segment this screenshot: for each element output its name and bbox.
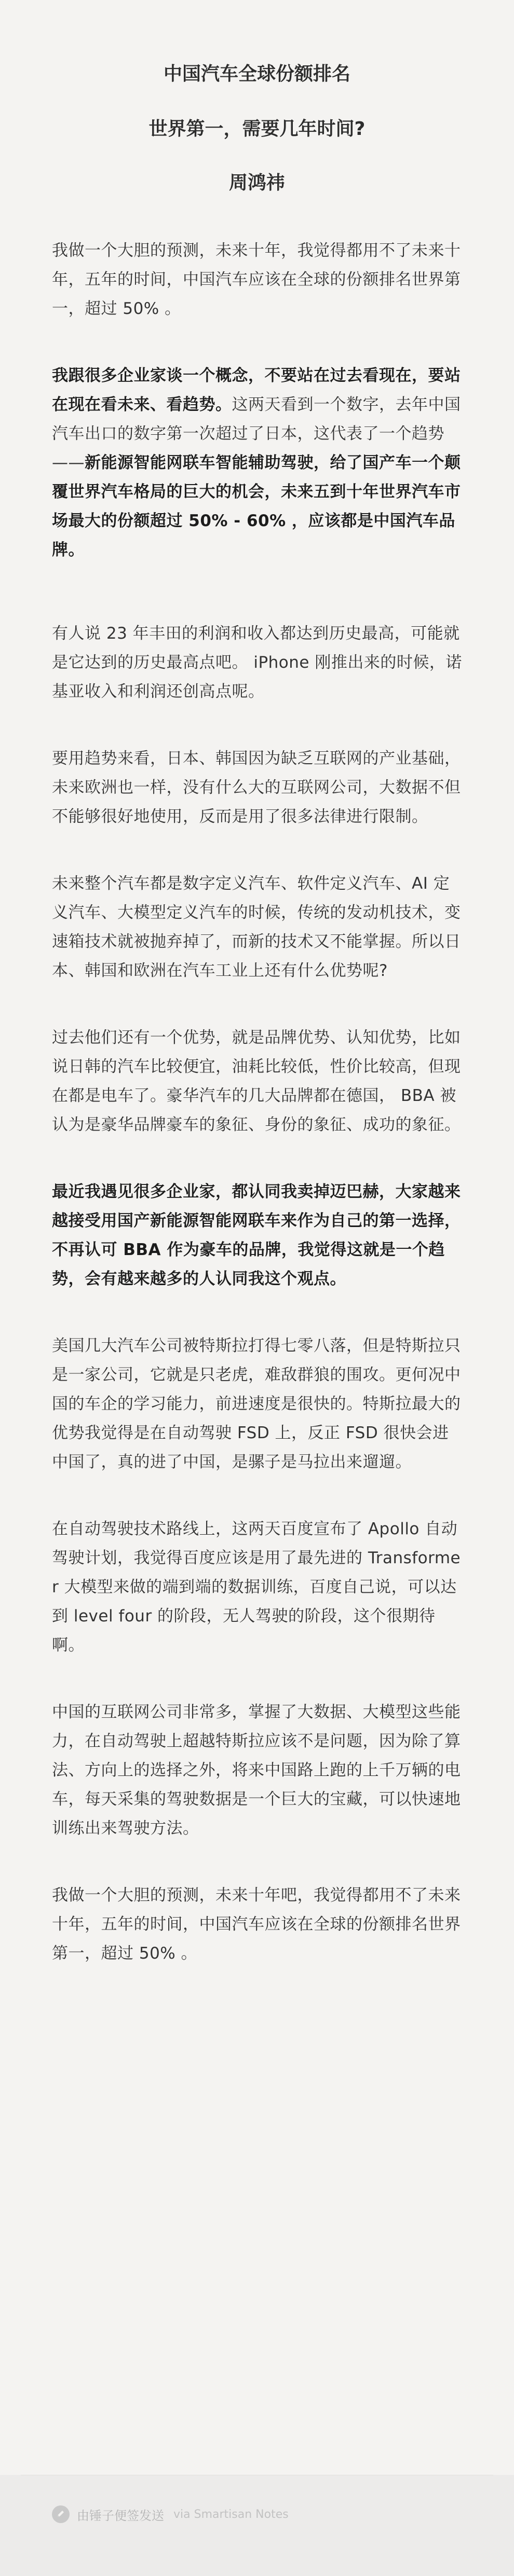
paragraph-text-bold: 最近我遇见很多企业家，都认同我卖掉迈巴赫，大家越来越接受用国产新能源智能网联车来作为自己的第一选择，不再认可 BBA 作为豪车的品牌，我觉得这就是一个趋势，会有越来越多的人认同我这个观点。 <box>52 1182 461 1288</box>
paragraph-text: 在自动驾驶技术路线上，这两天百度宣布了 Apollo 自动驾驶计划，我觉得百度应该是用了最先进的 Transformer 大模型来做的端到端的数据训练，百度自己说，可以达到 level four 的阶段，无人驾驶的阶段，这个很期待啊。 <box>52 1520 461 1655</box>
paragraph <box>52 869 462 985</box>
sent-by-subtext: via Smartisan Notes <box>173 2508 289 2521</box>
page-title: 中国汽车全球份额排名 <box>163 63 350 85</box>
pen-icon-glyph <box>56 2509 66 2519</box>
paragraph-text: 这两天看到一个数字，去年中国汽车出口的数字第一次超过了日本，这代表了一个趋势—— <box>52 395 461 472</box>
paragraph-text-bold: 我跟很多企业家谈一个概念，不要站在过去看现在，要站在现在看未来、看趋势。 <box>52 366 461 414</box>
sent-by-text: 由锤子便签发送 <box>77 2508 164 2523</box>
paragraph-text: 中国的互联网公司非常多，掌握了大数据、大模型这些能力，在自动驾驶上超越特斯拉应该不是问题，因为除了算法、方向上的选择之外，将来中国路上跑的上千万辆的电车，每天采集的驾驶数据是一个巨大的宝藏，可以快速地训练出来驾驶方法。 <box>52 1703 461 1838</box>
pen-icon <box>52 2505 70 2523</box>
paragraph <box>52 1698 462 1843</box>
paragraph <box>52 1881 462 1968</box>
paragraph-text: 我做一个大胆的预测，未来十年吧，我觉得都用不了未来十年，五年的时间，中国汽车应该在全球的份额排名世界第一，超过 50% 。 <box>52 1886 461 1963</box>
paragraph <box>52 236 462 323</box>
author-name: 周鸿祎 <box>228 172 285 194</box>
paragraph <box>52 744 462 831</box>
page-subtitle: 世界第一，需要几年时间? <box>148 118 366 140</box>
footer <box>0 2475 514 2576</box>
paragraph-text: 要用趋势来看，日本、韩国因为缺乏互联网的产业基础，未来欧洲也一样，没有什么大的互联网公司，大数据不但不能够很好地使用，反而是用了很多法律进行限制。 <box>52 749 461 826</box>
paragraph-text: 过去他们还有一个优势，就是品牌优势、认知优势，比如说日韩的汽车比较便宜，油耗比较低，性价比较高，但现在都是电车了。豪华汽车的几大品牌都在德国， BBA 被认为是豪华品牌豪车的象征、身份的象征、成功的象征。 <box>52 1028 461 1134</box>
paragraph <box>52 1514 462 1660</box>
article-body <box>52 236 462 1968</box>
sent-via-line <box>52 2504 289 2525</box>
paragraph-text: 美国几大汽车公司被特斯拉打得七零八落，但是特斯拉只是一家公司，它就是只老虎，难敌群狼的围攻。更何况中国的车企的学习能力，前进速度是很快的。特斯拉最大的优势我觉得是在自动驾驶 FSD 上，反正 FSD 很快会进中国了，真的进了中国，是骡子是马拉出来遛遛。 <box>52 1337 461 1471</box>
paragraph-text: 我做一个大胆的预测，未来十年，我觉得都用不了未来十年，五年的时间，中国汽车应该在全球的份额排名世界第一，超过 50% 。 <box>52 241 461 318</box>
paragraph <box>52 1023 462 1139</box>
paragraph <box>52 619 462 706</box>
paragraph-text-bold: 新能源智能网联车智能辅助驾驶，给了国产车一个颠覆世界汽车格局的巨大的机会，未来五到十年世界汽车市场最大的份额超过 50% - 60% ，应该都是中国汽车品牌。 <box>52 453 461 559</box>
paragraph-text: 有人说 23 年丰田的利润和收入都达到历史最高，可能就是它达到的历史最高点吧。 iPhone 刚推出来的时候，诺基亚收入和利润还创高点呢。 <box>52 624 462 701</box>
paragraph <box>52 1177 462 1293</box>
paragraph <box>52 1331 462 1477</box>
paragraph-text: 未来整个汽车都是数字定义汽车、软件定义汽车、AI 定义汽车、大模型定义汽车的时候，传统的发动机技术，变速箱技术就被抛弃掉了，而新的技术又不能掌握。所以日本、韩国和欧洲在汽车工业上还有什么优势呢? <box>52 874 461 980</box>
paragraph <box>52 361 462 564</box>
